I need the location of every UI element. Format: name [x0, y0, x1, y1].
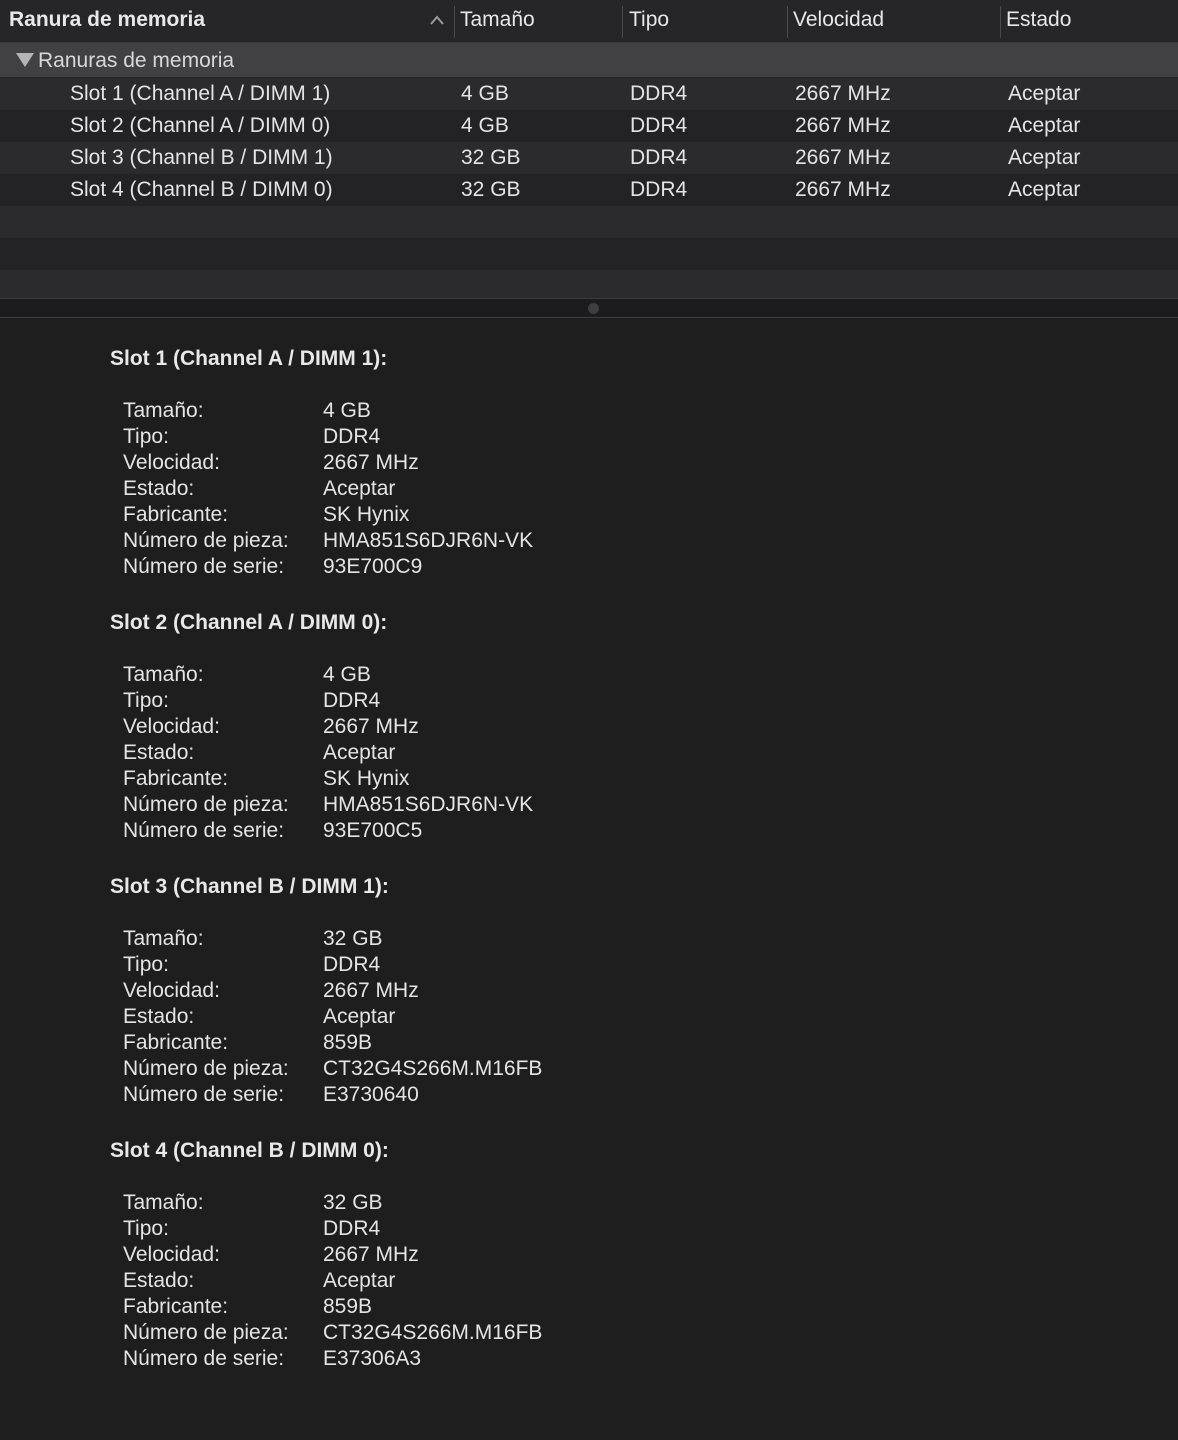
detail-label: Número de pieza:	[123, 1057, 289, 1080]
detail-label: Velocidad:	[123, 1243, 220, 1266]
cell-speed: 2667 MHz	[795, 146, 891, 169]
cell-status: Aceptar	[1008, 82, 1081, 105]
detail-value: Aceptar	[323, 1005, 396, 1028]
detail-label: Estado:	[123, 1269, 195, 1292]
detail-value: 2667 MHz	[323, 1243, 419, 1266]
column-header-slot[interactable]: Ranura de memoria	[9, 8, 206, 31]
detail-value: 2667 MHz	[323, 715, 419, 738]
detail-value: E37306A3	[323, 1347, 422, 1370]
detail-value: 32 GB	[323, 927, 383, 950]
detail-label: Tipo:	[123, 689, 169, 712]
detail-value: 859B	[323, 1295, 373, 1318]
detail-value: 2667 MHz	[323, 451, 419, 474]
column-separator[interactable]	[454, 6, 455, 38]
column-header-type[interactable]: Tipo	[629, 8, 670, 31]
column-separator[interactable]	[1000, 6, 1001, 38]
detail-label: Tamaño:	[123, 1191, 204, 1214]
detail-value: DDR4	[323, 953, 381, 976]
pane-splitter[interactable]	[0, 298, 1178, 318]
detail-label: Número de pieza:	[123, 529, 289, 552]
column-separator[interactable]	[622, 6, 623, 38]
cell-status: Aceptar	[1008, 146, 1081, 169]
detail-value: Aceptar	[323, 477, 396, 500]
sort-ascending-icon[interactable]	[429, 14, 445, 26]
cell-size: 32 GB	[461, 178, 521, 201]
detail-value: DDR4	[323, 1217, 381, 1240]
cell-speed: 2667 MHz	[795, 114, 891, 137]
group-label: Ranuras de memoria	[38, 49, 235, 72]
detail-label: Número de pieza:	[123, 793, 289, 816]
slot-detail-title: Slot 3 (Channel B / DIMM 1):	[110, 875, 389, 898]
detail-value: CT32G4S266M.M16FB	[323, 1321, 543, 1344]
detail-value: 4 GB	[323, 399, 371, 422]
cell-status: Aceptar	[1008, 114, 1081, 137]
slot-detail-title: Slot 4 (Channel B / DIMM 0):	[110, 1139, 389, 1162]
detail-label: Fabricante:	[123, 1295, 229, 1318]
detail-value: 859B	[323, 1031, 373, 1054]
table-row[interactable]	[0, 110, 1178, 142]
detail-value: 93E700C5	[323, 819, 423, 842]
slot-detail-title: Slot 2 (Channel A / DIMM 0):	[110, 611, 388, 634]
detail-value: CT32G4S266M.M16FB	[323, 1057, 543, 1080]
detail-value: HMA851S6DJR6N-VK	[323, 529, 534, 552]
detail-label: Velocidad:	[123, 715, 220, 738]
detail-label: Tamaño:	[123, 927, 204, 950]
cell-speed: 2667 MHz	[795, 178, 891, 201]
cell-size: 4 GB	[461, 114, 509, 137]
detail-value: Aceptar	[323, 1269, 396, 1292]
slot-detail-title: Slot 1 (Channel A / DIMM 1):	[110, 347, 388, 370]
detail-label: Tipo:	[123, 953, 169, 976]
detail-label: Tipo:	[123, 1217, 169, 1240]
cell-slot: Slot 4 (Channel B / DIMM 0)	[70, 178, 333, 201]
empty-row	[0, 206, 1178, 238]
detail-label: Tamaño:	[123, 399, 204, 422]
detail-label: Velocidad:	[123, 979, 220, 1002]
group-row-memory-slots[interactable]	[0, 43, 1178, 77]
detail-value: 2667 MHz	[323, 979, 419, 1002]
column-header-speed[interactable]: Velocidad	[793, 8, 885, 31]
detail-label: Fabricante:	[123, 767, 229, 790]
detail-value: 93E700C9	[323, 555, 423, 578]
empty-row	[0, 270, 1178, 298]
disclosure-triangle-icon[interactable]	[16, 53, 34, 67]
detail-label: Estado:	[123, 1005, 195, 1028]
cell-slot: Slot 1 (Channel A / DIMM 1)	[70, 82, 331, 105]
cell-type: DDR4	[630, 178, 688, 201]
detail-value: SK Hynix	[323, 767, 410, 790]
splitter-handle[interactable]	[588, 303, 599, 314]
detail-value: HMA851S6DJR6N-VK	[323, 793, 534, 816]
details-pane	[0, 318, 1178, 1440]
detail-label: Tipo:	[123, 425, 169, 448]
table-row[interactable]	[0, 142, 1178, 174]
empty-row	[0, 238, 1178, 270]
detail-label: Tamaño:	[123, 663, 204, 686]
detail-value: 32 GB	[323, 1191, 383, 1214]
detail-label: Número de serie:	[123, 1083, 285, 1106]
detail-label: Velocidad:	[123, 451, 220, 474]
table-header	[0, 0, 1178, 43]
detail-value: DDR4	[323, 689, 381, 712]
detail-label: Número de serie:	[123, 555, 285, 578]
column-separator[interactable]	[787, 6, 788, 38]
column-header-size[interactable]: Tamaño	[460, 8, 535, 31]
cell-type: DDR4	[630, 114, 688, 137]
cell-slot: Slot 3 (Channel B / DIMM 1)	[70, 146, 333, 169]
detail-value: SK Hynix	[323, 503, 410, 526]
detail-value: E3730640	[323, 1083, 419, 1106]
detail-label: Estado:	[123, 741, 195, 764]
cell-status: Aceptar	[1008, 178, 1081, 201]
detail-value: 4 GB	[323, 663, 371, 686]
cell-size: 4 GB	[461, 82, 509, 105]
cell-slot: Slot 2 (Channel A / DIMM 0)	[70, 114, 331, 137]
cell-speed: 2667 MHz	[795, 82, 891, 105]
detail-label: Número de serie:	[123, 1347, 285, 1370]
detail-label: Fabricante:	[123, 1031, 229, 1054]
column-header-status[interactable]: Estado	[1006, 8, 1072, 31]
detail-label: Fabricante:	[123, 503, 229, 526]
cell-size: 32 GB	[461, 146, 521, 169]
detail-value: DDR4	[323, 425, 381, 448]
detail-label: Número de serie:	[123, 819, 285, 842]
cell-type: DDR4	[630, 146, 688, 169]
table-row[interactable]	[0, 174, 1178, 206]
detail-label: Estado:	[123, 477, 195, 500]
detail-label: Número de pieza:	[123, 1321, 289, 1344]
table-row[interactable]	[0, 78, 1178, 110]
cell-type: DDR4	[630, 82, 688, 105]
detail-value: Aceptar	[323, 741, 396, 764]
memory-slots-table	[0, 0, 1178, 298]
